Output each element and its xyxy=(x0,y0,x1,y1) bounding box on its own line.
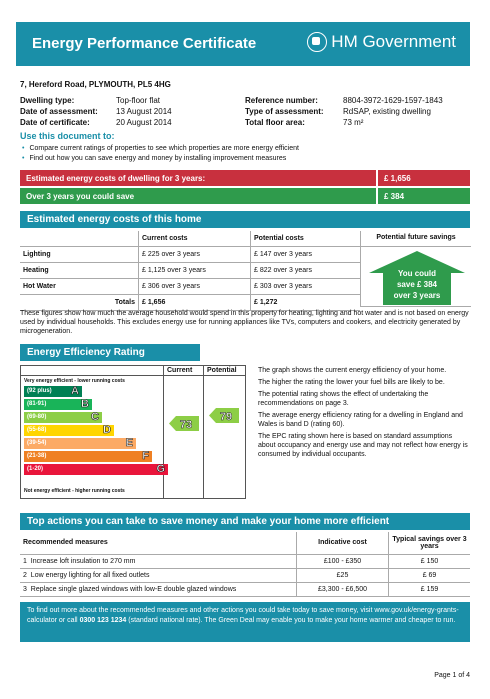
details-left xyxy=(20,96,172,129)
current-rating-value: 73 xyxy=(179,419,193,431)
gov-logo xyxy=(307,32,456,52)
actions-table xyxy=(20,532,470,597)
reference-value: 8804-3972-1629-1597-1843 xyxy=(343,96,443,105)
current-rating-arrow xyxy=(169,416,199,431)
floor-area-value: 73 m² xyxy=(343,118,364,127)
costs-section-title: Estimated energy costs of this home xyxy=(27,214,202,225)
arrow-line-1: You could xyxy=(397,269,437,278)
bottom-note: Not energy efficient - higher running costs xyxy=(24,488,125,494)
costs-header-savings: Potential future savings xyxy=(361,231,471,247)
certificate-date-label: Date of certificate: xyxy=(20,118,90,127)
efficiency-title: Energy Efficiency Rating xyxy=(27,347,145,358)
table-row xyxy=(20,247,360,263)
band-range: (1-20) xyxy=(27,466,44,472)
cost-potential: £ 822 over 3 years xyxy=(251,263,361,279)
rating-band-f xyxy=(24,451,152,462)
efficiency-text: The higher the rating the lower your fuel bills are likely to be. xyxy=(258,379,445,386)
details-right xyxy=(245,96,443,129)
action-saving: £ 159 xyxy=(389,582,471,596)
costs-header xyxy=(20,231,139,247)
top-note: Very energy efficient - lower running costs xyxy=(24,378,125,384)
table-row xyxy=(20,263,360,279)
action-cost: £25 xyxy=(297,568,389,582)
current-column xyxy=(163,366,204,498)
efficiency-chart xyxy=(20,365,246,499)
use-bullet: • Compare current ratings of properties to see which properties are more energy efficient xyxy=(22,145,299,152)
header-banner xyxy=(16,22,470,66)
band-range: (81-91) xyxy=(27,401,47,407)
band-range: (39-54) xyxy=(27,440,47,446)
action-cost: £3,300 - £6,500 xyxy=(297,582,389,596)
arrow-line-2: save £ 384 xyxy=(396,280,438,289)
band-letter: E xyxy=(125,437,133,449)
potential-rating-value: 79 xyxy=(219,411,233,423)
savings-summary-label: Over 3 years you could save xyxy=(26,192,135,201)
actions-header-cost: Indicative cost xyxy=(297,532,389,554)
footer-text: or call xyxy=(58,617,78,624)
assessment-type-label: Type of assessment: xyxy=(245,107,324,116)
action-number: 1 xyxy=(23,557,27,565)
cost-current: £ 306 over 3 years xyxy=(139,279,251,295)
totals-label: Totals xyxy=(20,295,139,311)
floor-area-label: Total floor area: xyxy=(245,118,305,127)
rating-band-g xyxy=(24,464,168,475)
cost-potential: £ 147 over 3 years xyxy=(251,247,361,263)
total-current: £ 1,656 xyxy=(139,295,251,311)
use-title: Use this document to: xyxy=(20,131,115,141)
cost-item-name: Hot Water xyxy=(20,279,139,295)
action-saving: £ 150 xyxy=(389,554,471,568)
efficiency-text: The potential rating shows the effect of undertaking the recommendations on page 3. xyxy=(258,391,429,407)
savings-summary-value: £ 384 xyxy=(384,192,405,201)
action-number: 3 xyxy=(23,585,27,593)
table-row xyxy=(20,554,470,568)
table-row xyxy=(20,279,360,295)
use-bullet: • Find out how you can save energy and money by installing improvement measures xyxy=(22,155,286,162)
cost-summary-bar xyxy=(20,170,470,186)
efficiency-explanation xyxy=(258,366,470,459)
action-number: 2 xyxy=(23,571,27,579)
footer-text: To find out more about the recommended measures and other actions you could take today to save money, visit xyxy=(27,607,373,614)
action-saving: £ 69 xyxy=(389,568,471,582)
cost-item-name: Lighting xyxy=(20,247,139,263)
dwelling-type-label: Dwelling type: xyxy=(20,96,75,105)
table-row xyxy=(20,568,470,582)
footer-phone: 0300 123 1234 xyxy=(79,617,127,624)
efficiency-text: The average energy efficiency rating for a dwelling in England and Wales is band D (rating 60). xyxy=(258,412,463,428)
footer-banner xyxy=(20,602,470,642)
actions-section-header xyxy=(20,513,470,530)
action-measure: Low energy lighting for all fixed outlets xyxy=(30,571,150,579)
grants-calculator-link[interactable]: www.gov.uk/energy-grants-calculator xyxy=(27,607,459,624)
cost-summary-value: £ 1,656 xyxy=(384,174,411,183)
costs-section-header xyxy=(20,211,470,228)
actions-header-saving: Typical savings over 3 years xyxy=(389,532,471,554)
band-letter: G xyxy=(156,463,165,475)
assessment-date-label: Date of assessment: xyxy=(20,107,98,116)
total-potential: £ 1,272 xyxy=(251,295,361,311)
page-number: Page 1 of 4 xyxy=(434,672,470,679)
rating-band-a xyxy=(24,386,82,397)
costs-header-current: Current costs xyxy=(139,231,251,247)
band-range: (21-38) xyxy=(27,453,47,459)
potential-rating-arrow xyxy=(209,408,239,423)
assessment-date-value: 13 August 2014 xyxy=(116,107,172,116)
band-letter: D xyxy=(103,424,111,436)
costs-note: These figures show how much the average household would spend in this property for heating, lighting and hot water and is not based on energy used by individual households. This excludes energy use for running appliances like TVs, computers and cookers, and electricity generated by microgeneration. xyxy=(20,310,469,335)
footer-text: (standard national rate). The Green Deal may enable you to make your home warmer and cheaper to run. xyxy=(128,617,456,624)
cost-potential: £ 303 over 3 years xyxy=(251,279,361,295)
costs-table xyxy=(20,231,360,311)
band-letter: F xyxy=(142,450,149,462)
rating-band-b xyxy=(24,399,92,410)
band-range: (55-68) xyxy=(27,427,47,433)
band-range: (92 plus) xyxy=(27,388,52,394)
costs-header-potential: Potential costs xyxy=(251,231,361,247)
action-measure: Replace single glazed windows with low-E double glazed windows xyxy=(30,585,237,593)
action-cost: £100 - £350 xyxy=(297,554,389,568)
certificate-date-value: 20 August 2014 xyxy=(116,118,172,127)
cost-item-name: Heating xyxy=(20,263,139,279)
savings-summary-bar xyxy=(20,188,470,204)
rating-band-d xyxy=(24,425,114,436)
property-address: 7, Hereford Road, PLYMOUTH, PL5 4HG xyxy=(20,80,171,89)
col-current-label: Current xyxy=(167,367,193,374)
reference-label: Reference number: xyxy=(245,96,318,105)
gov-name: HM Government xyxy=(331,32,456,51)
assessment-type-value: RdSAP, existing dwelling xyxy=(343,107,431,116)
future-savings-cell xyxy=(360,231,471,307)
band-range: (69-80) xyxy=(27,414,47,420)
potential-column xyxy=(203,366,246,498)
col-potential-label: Potential xyxy=(207,367,237,374)
cost-current: £ 1,125 over 3 years xyxy=(139,263,251,279)
band-letter: B xyxy=(81,398,89,410)
page-title: Energy Performance Certificate xyxy=(32,35,257,52)
band-letter: C xyxy=(91,411,99,423)
crest-icon xyxy=(307,32,327,52)
cost-current: £ 225 over 3 years xyxy=(139,247,251,263)
actions-title: Top actions you can take to save money and make your home more efficient xyxy=(27,516,390,527)
action-measure: Increase loft insulation to 270 mm xyxy=(30,557,136,565)
cost-summary-label: Estimated energy costs of dwelling for 3 years: xyxy=(26,174,206,183)
actions-header-measure: Recommended measures xyxy=(20,532,297,554)
band-letter: A xyxy=(71,385,79,397)
arrow-line-3: over 3 years xyxy=(393,291,441,300)
table-row xyxy=(20,582,470,596)
rating-band-e xyxy=(24,438,136,449)
rating-band-c xyxy=(24,412,102,423)
efficiency-text: The graph shows the current energy efficiency of your home. xyxy=(258,367,447,374)
efficiency-section-header xyxy=(20,344,200,361)
dwelling-type-value: Top-floor flat xyxy=(116,96,161,105)
efficiency-text: The EPC rating shown here is based on standard assumptions about occupancy and energy use and may not reflect how energy is consumed by individual occupants. xyxy=(258,433,468,458)
